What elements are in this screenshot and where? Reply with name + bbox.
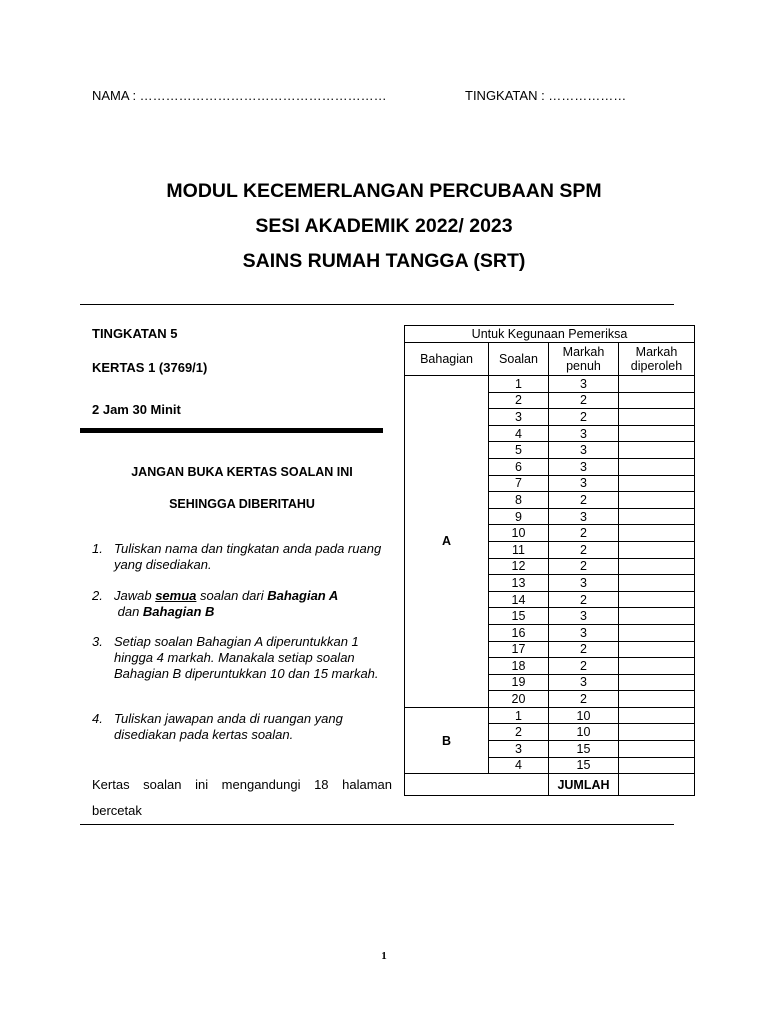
module-title: MODUL KECEMERLANGAN PERCUBAAN SPM [166,180,602,202]
instruction-text: Tuliskan nama dan tingkatan anda pada ruang yang disediakan. [114,541,382,572]
header-soalan: Soalan [489,343,549,376]
soalan-cell: 3 [489,409,549,426]
markah-diperoleh-cell[interactable] [619,691,695,708]
soalan-cell: 4 [489,757,549,774]
markah-penuh-cell: 3 [549,442,619,459]
table-row [405,376,695,393]
markah-penuh-cell: 2 [549,492,619,509]
header-markah-penuh: Markah penuh [549,343,619,376]
markah-diperoleh-cell[interactable] [619,757,695,774]
soalan-cell: 17 [489,641,549,658]
markah-diperoleh-cell[interactable] [619,591,695,608]
soalan-cell: 14 [489,591,549,608]
markah-diperoleh-cell[interactable] [619,409,695,426]
markah-diperoleh-cell[interactable] [619,608,695,625]
emphasis-semua: semua [155,588,197,603]
markah-penuh-cell: 3 [549,508,619,525]
markah-penuh-cell: 2 [549,641,619,658]
markah-diperoleh-cell[interactable] [619,674,695,691]
markah-penuh-cell: 2 [549,392,619,409]
markah-penuh-cell: 3 [549,425,619,442]
bottom-divider [80,824,674,825]
soalan-cell: 2 [489,724,549,741]
soalan-cell: 3 [489,741,549,758]
soalan-cell: 4 [489,425,549,442]
markah-diperoleh-cell[interactable] [619,741,695,758]
markah-penuh-cell: 3 [549,475,619,492]
markah-diperoleh-cell[interactable] [619,658,695,675]
duration: 2 Jam 30 Minit [92,402,181,417]
soalan-cell: 12 [489,558,549,575]
markah-diperoleh-cell[interactable] [619,624,695,641]
soalan-cell: 19 [489,674,549,691]
form-level: TINGKATAN 5 [92,326,178,341]
instruction-2 [92,588,392,620]
instruction-number: 1. [92,541,103,556]
instruction-text: Setiap soalan Bahagian A diperuntukkan 1 hingga 4 markah. Manakala setiap soalan Bahagian B diperuntukkan 10 dan 15 markah. [114,634,379,681]
markah-diperoleh-cell[interactable] [619,575,695,592]
bahagian-b-ref: Bahagian B [142,604,215,619]
page-number: 1 [381,950,387,962]
markah-diperoleh-cell[interactable] [619,392,695,409]
markah-penuh-cell: 15 [549,741,619,758]
soalan-cell: 10 [489,525,549,542]
header-markah-diperoleh: Markah diperoleh [619,343,695,376]
nama-field: NAMA : ………………………………………………… [92,88,387,103]
markah-diperoleh-cell[interactable] [619,508,695,525]
soalan-cell: 20 [489,691,549,708]
markah-diperoleh-cell[interactable] [619,541,695,558]
markah-diperoleh-cell[interactable] [619,458,695,475]
soalan-cell: 2 [489,392,549,409]
soalan-cell: 13 [489,575,549,592]
markah-penuh-cell: 2 [549,541,619,558]
soalan-cell: 6 [489,458,549,475]
warning-line-1: JANGAN BUKA KERTAS SOALAN INI [131,465,353,479]
markah-diperoleh-cell[interactable] [619,475,695,492]
table-title: Untuk Kegunaan Pemeriksa [405,326,695,343]
markah-penuh-cell: 2 [549,658,619,675]
markah-penuh-cell: 3 [549,624,619,641]
soalan-cell: 11 [489,541,549,558]
markah-penuh-cell: 3 [549,608,619,625]
markah-diperoleh-cell[interactable] [619,707,695,724]
instruction-number: 4. [92,711,103,726]
tingkatan-field: TINGKATAN : ……………… [465,88,627,103]
instruction-number: 3. [92,634,103,649]
soalan-cell: 5 [489,442,549,459]
total-spacer [405,774,549,796]
markah-penuh-cell: 10 [549,724,619,741]
markah-diperoleh-cell[interactable] [619,376,695,393]
markah-diperoleh-cell[interactable] [619,442,695,459]
markah-diperoleh-cell[interactable] [619,525,695,542]
section-a-label: A [405,376,489,708]
header-bahagian: Bahagian [405,343,489,376]
soalan-cell: 1 [489,707,549,724]
jumlah-label: JUMLAH [549,774,619,796]
bahagian-a-ref: Bahagian A [267,588,339,603]
soalan-cell: 9 [489,508,549,525]
total-row [405,774,695,796]
markah-penuh-cell: 2 [549,409,619,426]
soalan-cell: 8 [489,492,549,509]
markah-penuh-cell: 15 [549,757,619,774]
markah-diperoleh-cell[interactable] [619,558,695,575]
markah-penuh-cell: 10 [549,707,619,724]
markah-penuh-cell: 2 [549,691,619,708]
instruction-text: Jawab semua soalan dari Bahagian A dan Bahagian B [114,588,339,619]
soalan-cell: 7 [489,475,549,492]
warning-line-2: SEHINGGA DIBERITAHU [169,497,315,511]
markah-diperoleh-cell[interactable] [619,425,695,442]
session-title: SESI AKADEMIK 2022/ 2023 [255,215,513,237]
instruction-3 [92,634,392,682]
soalan-cell: 1 [489,376,549,393]
thick-divider [80,428,383,433]
instruction-4 [92,711,392,743]
instruction-text: Tuliskan jawapan anda di ruangan yang disediakan pada kertas soalan. [114,711,343,742]
instruction-number: 2. [92,588,103,603]
markah-diperoleh-cell[interactable] [619,641,695,658]
markah-penuh-cell: 2 [549,591,619,608]
markah-penuh-cell: 2 [549,525,619,542]
top-divider [80,304,674,305]
jumlah-value-cell[interactable] [619,774,695,796]
table-row [405,707,695,724]
subject-title: SAINS RUMAH TANGGA (SRT) [242,250,526,272]
paper-code: KERTAS 1 (3769/1) [92,360,208,375]
markah-diperoleh-cell[interactable] [619,492,695,509]
markah-penuh-cell: 3 [549,376,619,393]
soalan-cell: 16 [489,624,549,641]
markah-penuh-cell: 3 [549,458,619,475]
markah-diperoleh-cell[interactable] [619,724,695,741]
examiner-table [404,325,695,796]
markah-penuh-cell: 3 [549,674,619,691]
page-count-note: Kertas soalan ini mengandungi 18 halaman bercetak [92,777,392,818]
section-b-label: B [405,707,489,773]
markah-penuh-cell: 2 [549,558,619,575]
soalan-cell: 18 [489,658,549,675]
markah-penuh-cell: 3 [549,575,619,592]
soalan-cell: 15 [489,608,549,625]
instruction-1 [92,541,392,573]
